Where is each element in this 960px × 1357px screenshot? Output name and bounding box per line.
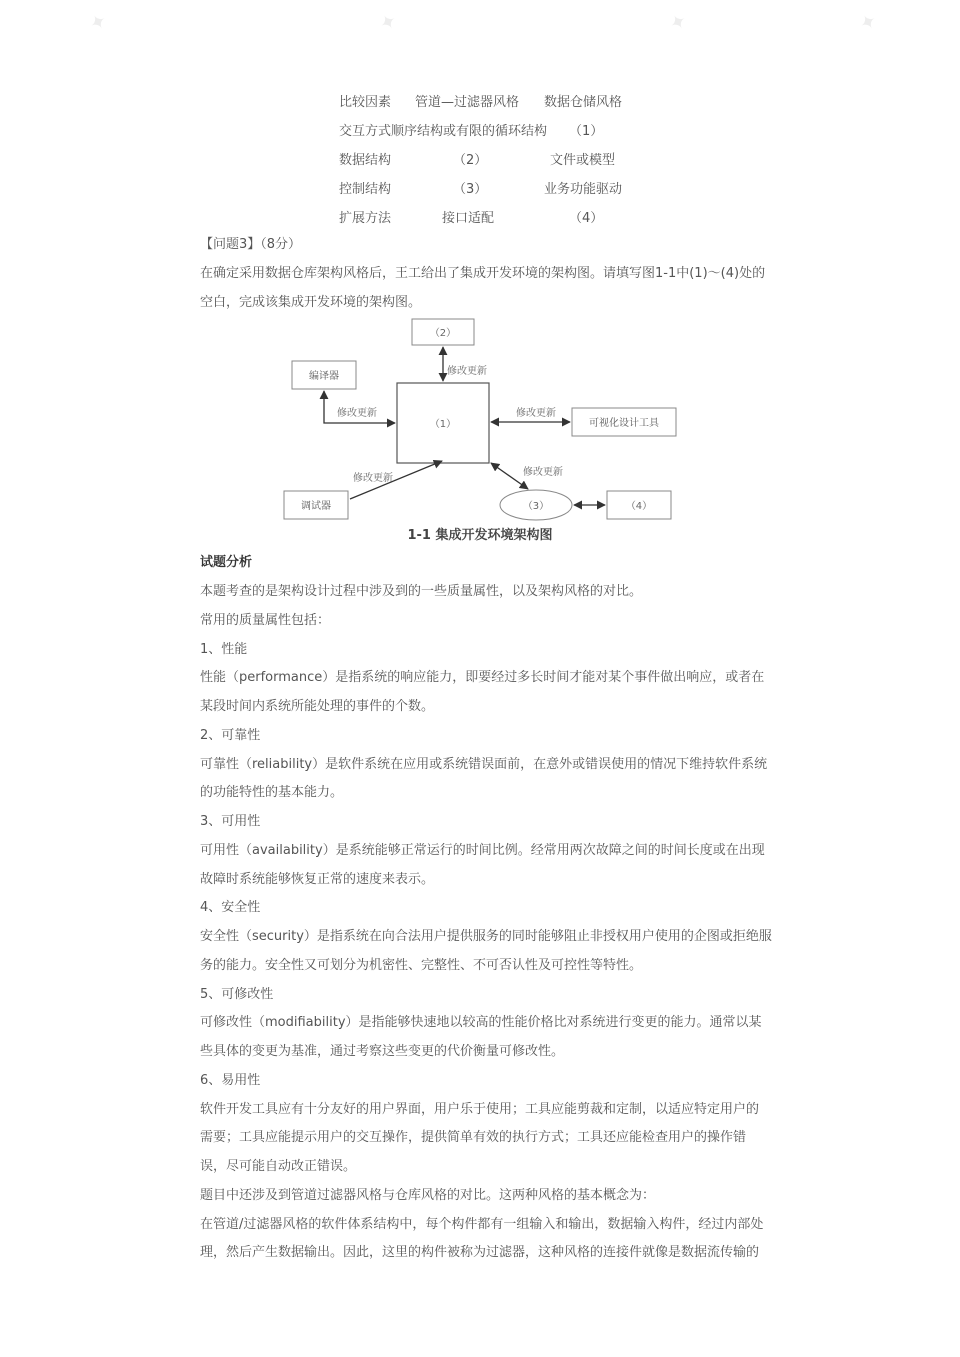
analysis-heading: 试题分析 bbox=[200, 555, 253, 570]
analysis-line: 1、性能 bbox=[200, 641, 248, 657]
table-cell: 控制结构 bbox=[339, 182, 392, 197]
analysis-line: 可靠性（reliability）是软件系统在应用或系统错误面前，在意外或错误使用的情况下维持软件系统 bbox=[200, 756, 768, 772]
analysis-line: 4、安全性 bbox=[200, 900, 261, 916]
analysis-line: 需要；工具应能提示用户的交互操作，提供简单有效的执行方式；工具还应能检查用户的操作错 bbox=[200, 1130, 747, 1146]
top-node-label: （2） bbox=[429, 328, 457, 339]
edge-label: 修改更新 bbox=[447, 366, 487, 377]
compiler-node-label: 编译器 bbox=[309, 371, 339, 382]
document-page: ✦ ✦ ✦ ✦ 比较因素 管道—过滤器风格 数据仓储风格 交互方式 顺序结构或有限的循环结构 （1） 数据结构 （2） 文件或模型 控制结构 （3） 业务功能驱动 扩展方法 接口适配 （4） 【问题3】（8分） 在确定采用数据仓库架构风格后，王工给出了集成开发环境的架构图。请填写图1-1中(1)～(4)处的 空白，完成该集成开发环境的架构图。 （1） （2） 编译器 可视化设计工具 调试器 （3） （4） 修改更新 修改更新 修改更新 修改更新 修改更新 1-1 集成开发环境架构图 试题分析 本题考查的是架构设计过程中涉及到的一些质量属性，以及架构风格的对比。 常用的质量属性包括： 1、性能 性能（performance）是指系统的响应能力，即要经过多长时间才能对某个事件做出响应，或者在 某段时间内系统所能处理的事件的个数。 2、可靠性 可靠性（reliability）是软件系统在应用或系统错误面前，在意外或错误使用的情况下维持软件系统 的功能特性的基本能力。 3、可用性 可用性（availability）是系统能够正常运行的时间比例。经常用两次故障之间的时间长度或在出现 故障时系统能够恢复正常的速度来表示。 4、安全性 安全性（security）是指系统在向合法用户提供服务的同时能够阻止非授权用户使用的企图或拒绝服 务的能力。安全性又可划分为机密性、完整性、不可否认性及可控性等特性。 5、可修改性 可修改性（modifiability）是指能够快速地以较高的性能价格比对系统进行变更的能力。通常以某 些具体的变更为基准，通过考察这些变更的代价衡量可修改性。 6、易用性 软件开发工具应有十分友好的用户界面，用户乐于使用；工具应能剪裁和定制，以适应特定用户的 需要；工具应能提示用户的交互操作，提供简单有效的执行方式；工具还应能检查用户的操作错 误，尽可能自动改正错误。 题目中还涉及到管道过滤器风格与仓库风格的对比。这两种风格的基本概念为： 在管道/过滤器风格的软件体系结构中，每个构件都有一组输入和输出，数据输入构件，经过内部处 理，然后产生数据输出。因此，这里的构件被称为过滤器，这种风格的连接件就像是数据流传输的 bbox=[0, 0, 960, 1357]
analysis-line: 可修改性（modifiability）是指能够快速地以较高的性能价格比对系统进行变更的能力。通常以某 bbox=[200, 1015, 762, 1031]
analysis-line: 某段时间内系统所能处理的事件的个数。 bbox=[200, 699, 435, 714]
analysis-line: 题目中还涉及到管道过滤器风格与仓库风格的对比。这两种风格的基本概念为： bbox=[200, 1187, 656, 1203]
analysis-line: 5、可修改性 bbox=[200, 986, 274, 1002]
analysis-line: 务的能力。安全性又可划分为机密性、完整性、不可否认性及可控性等特性。 bbox=[200, 957, 643, 973]
analysis-line: 误，尽可能自动改正错误。 bbox=[200, 1159, 357, 1174]
architecture-diagram bbox=[280, 315, 680, 547]
question-title: 【问题3】（8分） bbox=[200, 237, 302, 252]
table-cell: 交互方式 bbox=[339, 124, 392, 139]
table-header-cell: 数据仓储风格 bbox=[544, 95, 623, 110]
analysis-line: 理，然后产生数据输出。因此，这里的构件被称为过滤器，这种风格的连接件就像是数据流传输的 bbox=[200, 1245, 760, 1261]
table-cell: （3） bbox=[453, 182, 488, 197]
center-node-label: （1） bbox=[429, 419, 457, 430]
analysis-line: 常用的质量属性包括： bbox=[200, 612, 331, 628]
comparison-table bbox=[339, 88, 759, 233]
table-header-cell: 比较因素 bbox=[339, 95, 392, 110]
table-cell: 数据结构 bbox=[339, 153, 392, 168]
analysis-line: 3、可用性 bbox=[200, 814, 261, 829]
table-row bbox=[339, 175, 759, 204]
analysis-line: 软件开发工具应有十分友好的用户界面，用户乐于使用；工具应能剪裁和定制，以适应特定用户的 bbox=[200, 1101, 760, 1117]
right-node-label: （4） bbox=[625, 501, 653, 512]
analysis-line: 6、易用性 bbox=[200, 1072, 261, 1088]
table-cell: 扩展方法 bbox=[339, 211, 392, 226]
table-cell: （4） bbox=[569, 211, 604, 226]
table-header-row bbox=[339, 88, 759, 117]
debugger-node-label: 调试器 bbox=[301, 501, 331, 512]
edge-label: 修改更新 bbox=[353, 473, 393, 484]
table-row bbox=[339, 117, 759, 146]
analysis-line: 2、可靠性 bbox=[200, 727, 261, 743]
ellipse-node-label: （3） bbox=[522, 501, 550, 512]
analysis-line: 在管道/过滤器风格的软件体系结构中，每个构件都有一组输入和输出，数据输入构件，经过内部处 bbox=[200, 1216, 764, 1232]
table-cell: 业务功能驱动 bbox=[544, 182, 623, 197]
analysis-line: 性能（performance）是指系统的响应能力，即要经过多长时间才能对某个事件做出响应，或者在 bbox=[200, 670, 765, 686]
table-cell: 顺序结构或有限的循环结构 bbox=[391, 124, 548, 139]
edge-label: 修改更新 bbox=[337, 408, 377, 419]
question-text: 在确定采用数据仓库架构风格后，王工给出了集成开发环境的架构图。请填写图1-1中(1)～(4)处的 bbox=[200, 266, 766, 281]
diagram-caption: 1-1 集成开发环境架构图 bbox=[407, 528, 553, 543]
table-cell: （1） bbox=[569, 124, 604, 139]
analysis-line: 本题考查的是架构设计过程中涉及到的一些质量属性，以及架构风格的对比。 bbox=[200, 584, 643, 599]
table-cell: （2） bbox=[453, 153, 488, 168]
table-cell: 文件或模型 bbox=[550, 153, 616, 168]
table-row bbox=[339, 204, 759, 233]
table-cell: 接口适配 bbox=[442, 211, 495, 226]
table-header-cell: 管道—过滤器风格 bbox=[415, 95, 520, 110]
analysis-line: 可用性（availability）是系统能够正常运行的时间比例。经常用两次故障之间的时间长度或在出现 bbox=[200, 842, 765, 858]
edge-label: 修改更新 bbox=[516, 408, 556, 419]
question-text: 空白，完成该集成开发环境的架构图。 bbox=[200, 295, 422, 310]
analysis-line: 安全性（security）是指系统在向合法用户提供服务的同时能够阻止非授权用户使用的企图或拒绝服 bbox=[200, 929, 772, 944]
table-row bbox=[339, 146, 759, 175]
edge-label: 修改更新 bbox=[523, 467, 563, 478]
analysis-line: 的功能特性的基本能力。 bbox=[200, 785, 344, 801]
analysis-line: 故障时系统能够恢复正常的速度来表示。 bbox=[200, 871, 435, 887]
analysis-line: 些具体的变更为基准，通过考察这些变更的代价衡量可修改性。 bbox=[200, 1044, 565, 1059]
visual-tool-node-label: 可视化设计工具 bbox=[589, 418, 659, 429]
